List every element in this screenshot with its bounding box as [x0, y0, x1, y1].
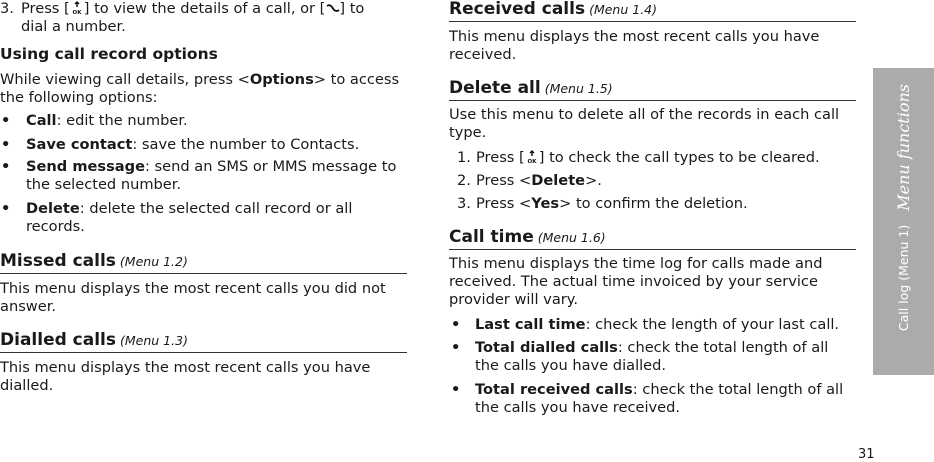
side-tab-subsection: Call log (Menu 1) [896, 224, 911, 332]
dialled-calls-text-2: dialled. [0, 377, 54, 394]
bullet: • [1, 158, 11, 175]
bullet: • [451, 381, 461, 398]
item-total-dialled: Total dialled calls: check the total length of all [475, 339, 829, 356]
option-save-contact: Save contact: save the number to Contacts. [26, 136, 360, 153]
item-last-call-time: Last call time: check the length of your last call. [475, 316, 840, 333]
call-time-text: This menu displays the time log for calls made and [449, 255, 823, 272]
missed-calls-text-2: answer. [0, 298, 57, 315]
section-rule [449, 21, 856, 22]
delete-step-2: Press <Delete>. [476, 172, 602, 189]
dial-key-icon [325, 1, 339, 15]
bullet: • [451, 339, 461, 356]
option-send-message: Send message: send an SMS or MMS message to [26, 158, 397, 175]
step-number: 2. [457, 172, 471, 189]
section-rule [0, 352, 407, 353]
subheading: Using call record options [0, 45, 218, 63]
svg-text:OK: OK [527, 159, 537, 164]
option-send-message-line2: the selected number. [26, 176, 182, 193]
delete-step-1: Press [ OK ] to check the call types to be cleared. [476, 149, 820, 166]
delete-step-3: Press <Yes> to confirm the deletion. [476, 195, 748, 212]
side-tab-section: Menu functions [894, 84, 913, 211]
ok-key-icon [525, 150, 539, 164]
option-call: Call: edit the number. [26, 112, 188, 129]
received-calls-text-2: received. [449, 46, 517, 63]
item-total-received-line2: the calls you have received. [475, 399, 681, 416]
step-number: 1. [457, 149, 471, 166]
missed-calls-heading: Missed calls (Menu 1.2) [0, 251, 188, 271]
chapter-side-tab [873, 68, 934, 375]
item-total-dialled-line2: the calls you have dialled. [475, 357, 667, 374]
bullet: • [1, 112, 11, 129]
svg-text:OK: OK [72, 10, 82, 15]
section-rule [449, 249, 856, 250]
step-number: 3. [457, 195, 471, 212]
intro-line2: the following options: [0, 89, 158, 106]
delete-all-text: Use this menu to delete all of the records in each call [449, 106, 840, 123]
bullet: • [1, 200, 11, 217]
option-delete: Delete: delete the selected call record or all [26, 200, 353, 217]
missed-calls-text: This menu displays the most recent calls you did not [0, 280, 386, 297]
bullet: • [451, 316, 461, 333]
received-calls-heading: Received calls (Menu 1.4) [449, 0, 658, 19]
bullet: • [1, 136, 11, 153]
delete-all-text-2: type. [449, 124, 487, 141]
call-time-text-2: received. The actual time invoiced by your service [449, 273, 818, 290]
received-calls-text: This menu displays the most recent calls you have [449, 28, 820, 45]
section-rule [449, 100, 856, 101]
section-rule [0, 273, 407, 274]
dialled-calls-heading: Dialled calls (Menu 1.3) [0, 330, 188, 350]
ok-key-icon [70, 1, 84, 15]
call-time-text-3: provider will vary. [449, 291, 578, 308]
option-delete-line2: records. [26, 218, 85, 235]
dialled-calls-text: This menu displays the most recent calls you have [0, 359, 371, 376]
page-number: 31 [858, 447, 875, 462]
step-3-line2: dial a number. [21, 18, 126, 35]
delete-all-heading: Delete all (Menu 1.5) [449, 78, 613, 98]
item-total-received: Total received calls: check the total length of all [475, 381, 844, 398]
call-time-heading: Call time (Menu 1.6) [449, 227, 606, 247]
step-3-text: Press [ OK ] to view the details of a call, or [ ] to [21, 0, 365, 17]
intro-line1: While viewing call details, press <Options> to access [0, 71, 400, 88]
step-number: 3. [0, 0, 14, 17]
